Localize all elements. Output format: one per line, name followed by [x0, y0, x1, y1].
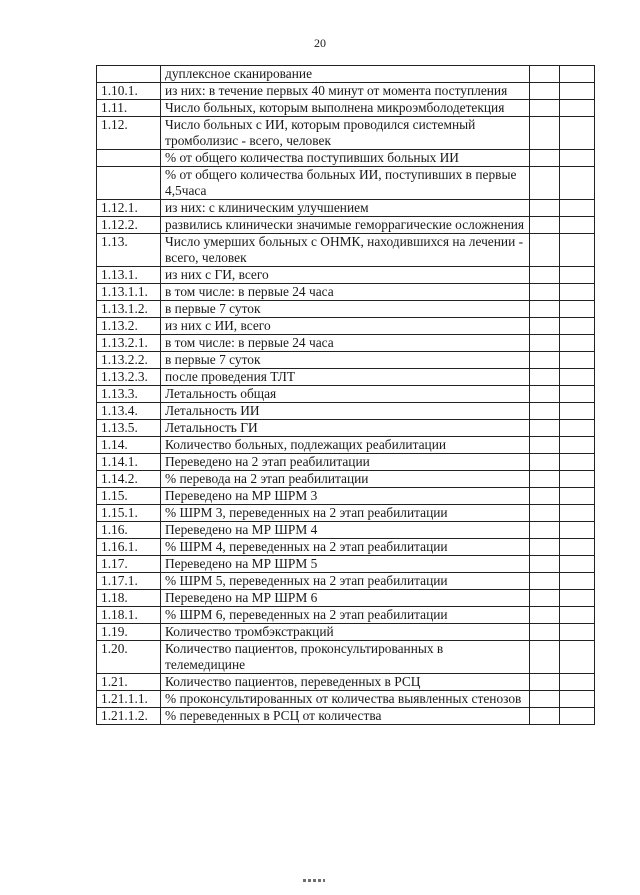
- row-number: 1.21.1.1.: [97, 691, 161, 708]
- row-number: 1.13.4.: [97, 403, 161, 420]
- table-row: [97, 117, 595, 150]
- table-row: [97, 403, 595, 420]
- row-value-cell: [560, 335, 595, 352]
- table-row: [97, 335, 595, 352]
- row-value-cell: [560, 488, 595, 505]
- indicators-table: [96, 65, 595, 725]
- table-row: [97, 301, 595, 318]
- row-value-cell: [560, 590, 595, 607]
- row-number: 1.13.1.1.: [97, 284, 161, 301]
- row-value-cell: [560, 386, 595, 403]
- row-value-cell: [530, 234, 560, 267]
- row-indicator-text: % проконсультированных от количества выявленных стенозов: [161, 691, 530, 708]
- row-number: 1.16.1.: [97, 539, 161, 556]
- row-indicator-text: после проведения ТЛТ: [161, 369, 530, 386]
- row-number: 1.13.5.: [97, 420, 161, 437]
- row-value-cell: [560, 267, 595, 284]
- row-number: 1.17.: [97, 556, 161, 573]
- row-indicator-text: % ШРМ 5, переведенных на 2 этап реабилитации: [161, 573, 530, 590]
- row-number: 1.13.2.3.: [97, 369, 161, 386]
- row-value-cell: [530, 641, 560, 674]
- row-number: 1.11.: [97, 100, 161, 117]
- row-value-cell: [530, 318, 560, 335]
- row-number: [97, 167, 161, 200]
- row-number: 1.16.: [97, 522, 161, 539]
- table-row: [97, 66, 595, 83]
- row-value-cell: [530, 556, 560, 573]
- row-value-cell: [560, 691, 595, 708]
- row-indicator-text: дуплексное сканирование: [161, 66, 530, 83]
- table-row: [97, 267, 595, 284]
- row-value-cell: [530, 708, 560, 725]
- row-value-cell: [530, 352, 560, 369]
- table-row: [97, 100, 595, 117]
- row-indicator-text: % ШРМ 3, переведенных на 2 этап реабилитации: [161, 505, 530, 522]
- page-number: 20: [314, 36, 326, 50]
- row-indicator-text: из них с ГИ, всего: [161, 267, 530, 284]
- table-row: [97, 386, 595, 403]
- row-value-cell: [530, 522, 560, 539]
- row-number: 1.21.1.2.: [97, 708, 161, 725]
- row-value-cell: [530, 267, 560, 284]
- table-row: [97, 284, 595, 301]
- row-indicator-text: развились клинически значимые геморрагические осложнения: [161, 217, 530, 234]
- row-indicator-text: в первые 7 суток: [161, 301, 530, 318]
- row-indicator-text: % переведенных в РСЦ от количества: [161, 708, 530, 725]
- row-value-cell: [560, 505, 595, 522]
- row-indicator-text: Число больных с ИИ, которым проводился системный тромболизис - всего, человек: [161, 117, 530, 150]
- row-value-cell: [530, 200, 560, 217]
- row-value-cell: [560, 301, 595, 318]
- row-value-cell: [530, 403, 560, 420]
- row-value-cell: [560, 708, 595, 725]
- row-value-cell: [530, 607, 560, 624]
- row-number: 1.14.: [97, 437, 161, 454]
- row-indicator-text: % от общего количества больных ИИ, поступивших в первые 4,5часа: [161, 167, 530, 200]
- row-value-cell: [560, 369, 595, 386]
- row-number: 1.12.1.: [97, 200, 161, 217]
- row-indicator-text: Переведено на 2 этап реабилитации: [161, 454, 530, 471]
- row-indicator-text: Переведено на МР ШРМ 3: [161, 488, 530, 505]
- row-number: 1.14.2.: [97, 471, 161, 488]
- row-value-cell: [560, 234, 595, 267]
- row-number: 1.13.3.: [97, 386, 161, 403]
- row-value-cell: [560, 83, 595, 100]
- row-number: 1.20.: [97, 641, 161, 674]
- row-value-cell: [530, 386, 560, 403]
- row-indicator-text: из них: в течение первых 40 минут от момента поступления: [161, 83, 530, 100]
- row-indicator-text: Число умерших больных с ОНМК, находившихся на лечении - всего, человек: [161, 234, 530, 267]
- row-value-cell: [530, 301, 560, 318]
- row-indicator-text: Количество пациентов, проконсультированных в телемедицине: [161, 641, 530, 674]
- row-indicator-text: из них с ИИ, всего: [161, 318, 530, 335]
- row-value-cell: [560, 117, 595, 150]
- row-value-cell: [530, 100, 560, 117]
- table-row: [97, 217, 595, 234]
- row-value-cell: [530, 471, 560, 488]
- table-row: [97, 234, 595, 267]
- row-number: 1.12.: [97, 117, 161, 150]
- row-indicator-text: Количество больных, подлежащих реабилитации: [161, 437, 530, 454]
- row-value-cell: [560, 471, 595, 488]
- row-number: 1.10.1.: [97, 83, 161, 100]
- row-number: 1.13.2.2.: [97, 352, 161, 369]
- row-indicator-text: в том числе: в первые 24 часа: [161, 284, 530, 301]
- row-value-cell: [560, 556, 595, 573]
- row-value-cell: [530, 66, 560, 83]
- row-value-cell: [530, 539, 560, 556]
- row-indicator-text: % от общего количества поступивших больных ИИ: [161, 150, 530, 167]
- row-number: 1.14.1.: [97, 454, 161, 471]
- row-number: 1.13.2.1.: [97, 335, 161, 352]
- row-number: 1.18.: [97, 590, 161, 607]
- table-row: [97, 420, 595, 437]
- row-number: 1.18.1.: [97, 607, 161, 624]
- table-row: [97, 522, 595, 539]
- row-value-cell: [560, 420, 595, 437]
- table-row: [97, 318, 595, 335]
- row-value-cell: [530, 454, 560, 471]
- row-number: 1.13.1.: [97, 267, 161, 284]
- row-number: 1.17.1.: [97, 573, 161, 590]
- table-row: [97, 505, 595, 522]
- row-indicator-text: % ШРМ 6, переведенных на 2 этап реабилитации: [161, 607, 530, 624]
- row-number: [97, 150, 161, 167]
- row-value-cell: [530, 335, 560, 352]
- row-indicator-text: Летальность ГИ: [161, 420, 530, 437]
- table-row: [97, 539, 595, 556]
- row-indicator-text: Переведено на МР ШРМ 5: [161, 556, 530, 573]
- row-indicator-text: в первые 7 суток: [161, 352, 530, 369]
- table-row: [97, 200, 595, 217]
- row-value-cell: [560, 641, 595, 674]
- row-value-cell: [560, 607, 595, 624]
- row-indicator-text: в том числе: в первые 24 часа: [161, 335, 530, 352]
- row-value-cell: [530, 217, 560, 234]
- row-number: 1.13.2.: [97, 318, 161, 335]
- row-indicator-text: из них: с клиническим улучшением: [161, 200, 530, 217]
- row-value-cell: [560, 100, 595, 117]
- row-number: [97, 66, 161, 83]
- row-number: 1.13.1.2.: [97, 301, 161, 318]
- row-value-cell: [530, 488, 560, 505]
- row-value-cell: [560, 624, 595, 641]
- row-value-cell: [530, 117, 560, 150]
- row-value-cell: [530, 437, 560, 454]
- row-value-cell: [560, 66, 595, 83]
- row-indicator-text: Количество пациентов, переведенных в РСЦ: [161, 674, 530, 691]
- row-value-cell: [530, 83, 560, 100]
- row-number: 1.15.: [97, 488, 161, 505]
- row-number: 1.15.1.: [97, 505, 161, 522]
- row-indicator-text: Переведено на МР ШРМ 4: [161, 522, 530, 539]
- row-value-cell: [530, 505, 560, 522]
- row-indicator-text: Летальность общая: [161, 386, 530, 403]
- footer-scan-mark: [303, 879, 325, 882]
- table-row: [97, 167, 595, 200]
- table-row: [97, 471, 595, 488]
- table-row: [97, 352, 595, 369]
- table-row: [97, 641, 595, 674]
- row-number: 1.21.: [97, 674, 161, 691]
- row-value-cell: [530, 150, 560, 167]
- table-row: [97, 556, 595, 573]
- table-row: [97, 607, 595, 624]
- table-row: [97, 150, 595, 167]
- row-number: 1.13.: [97, 234, 161, 267]
- row-indicator-text: Количество тромбэкстракций: [161, 624, 530, 641]
- row-value-cell: [530, 590, 560, 607]
- row-indicator-text: % перевода на 2 этап реабилитации: [161, 471, 530, 488]
- row-value-cell: [530, 691, 560, 708]
- table-row: [97, 624, 595, 641]
- row-value-cell: [530, 674, 560, 691]
- table-row: [97, 674, 595, 691]
- table-row: [97, 488, 595, 505]
- row-value-cell: [560, 284, 595, 301]
- row-value-cell: [560, 150, 595, 167]
- row-value-cell: [530, 624, 560, 641]
- row-value-cell: [560, 403, 595, 420]
- row-value-cell: [560, 200, 595, 217]
- table-row: [97, 573, 595, 590]
- row-value-cell: [560, 674, 595, 691]
- row-value-cell: [530, 167, 560, 200]
- table-row: [97, 83, 595, 100]
- table-row: [97, 691, 595, 708]
- row-value-cell: [560, 454, 595, 471]
- row-value-cell: [530, 420, 560, 437]
- row-value-cell: [560, 217, 595, 234]
- row-value-cell: [530, 284, 560, 301]
- row-indicator-text: Переведено на МР ШРМ 6: [161, 590, 530, 607]
- row-number: 1.12.2.: [97, 217, 161, 234]
- table-row: [97, 369, 595, 386]
- table-row: [97, 590, 595, 607]
- table-body: [97, 66, 595, 725]
- row-indicator-text: % ШРМ 4, переведенных на 2 этап реабилитации: [161, 539, 530, 556]
- table-row: [97, 454, 595, 471]
- row-value-cell: [560, 437, 595, 454]
- row-value-cell: [560, 539, 595, 556]
- row-value-cell: [560, 522, 595, 539]
- row-value-cell: [560, 318, 595, 335]
- row-value-cell: [560, 167, 595, 200]
- row-value-cell: [560, 573, 595, 590]
- row-indicator-text: Летальность ИИ: [161, 403, 530, 420]
- row-number: 1.19.: [97, 624, 161, 641]
- row-value-cell: [530, 369, 560, 386]
- row-value-cell: [530, 573, 560, 590]
- table-row: [97, 708, 595, 725]
- row-indicator-text: Число больных, которым выполнена микроэмболодетекция: [161, 100, 530, 117]
- table-row: [97, 437, 595, 454]
- row-value-cell: [560, 352, 595, 369]
